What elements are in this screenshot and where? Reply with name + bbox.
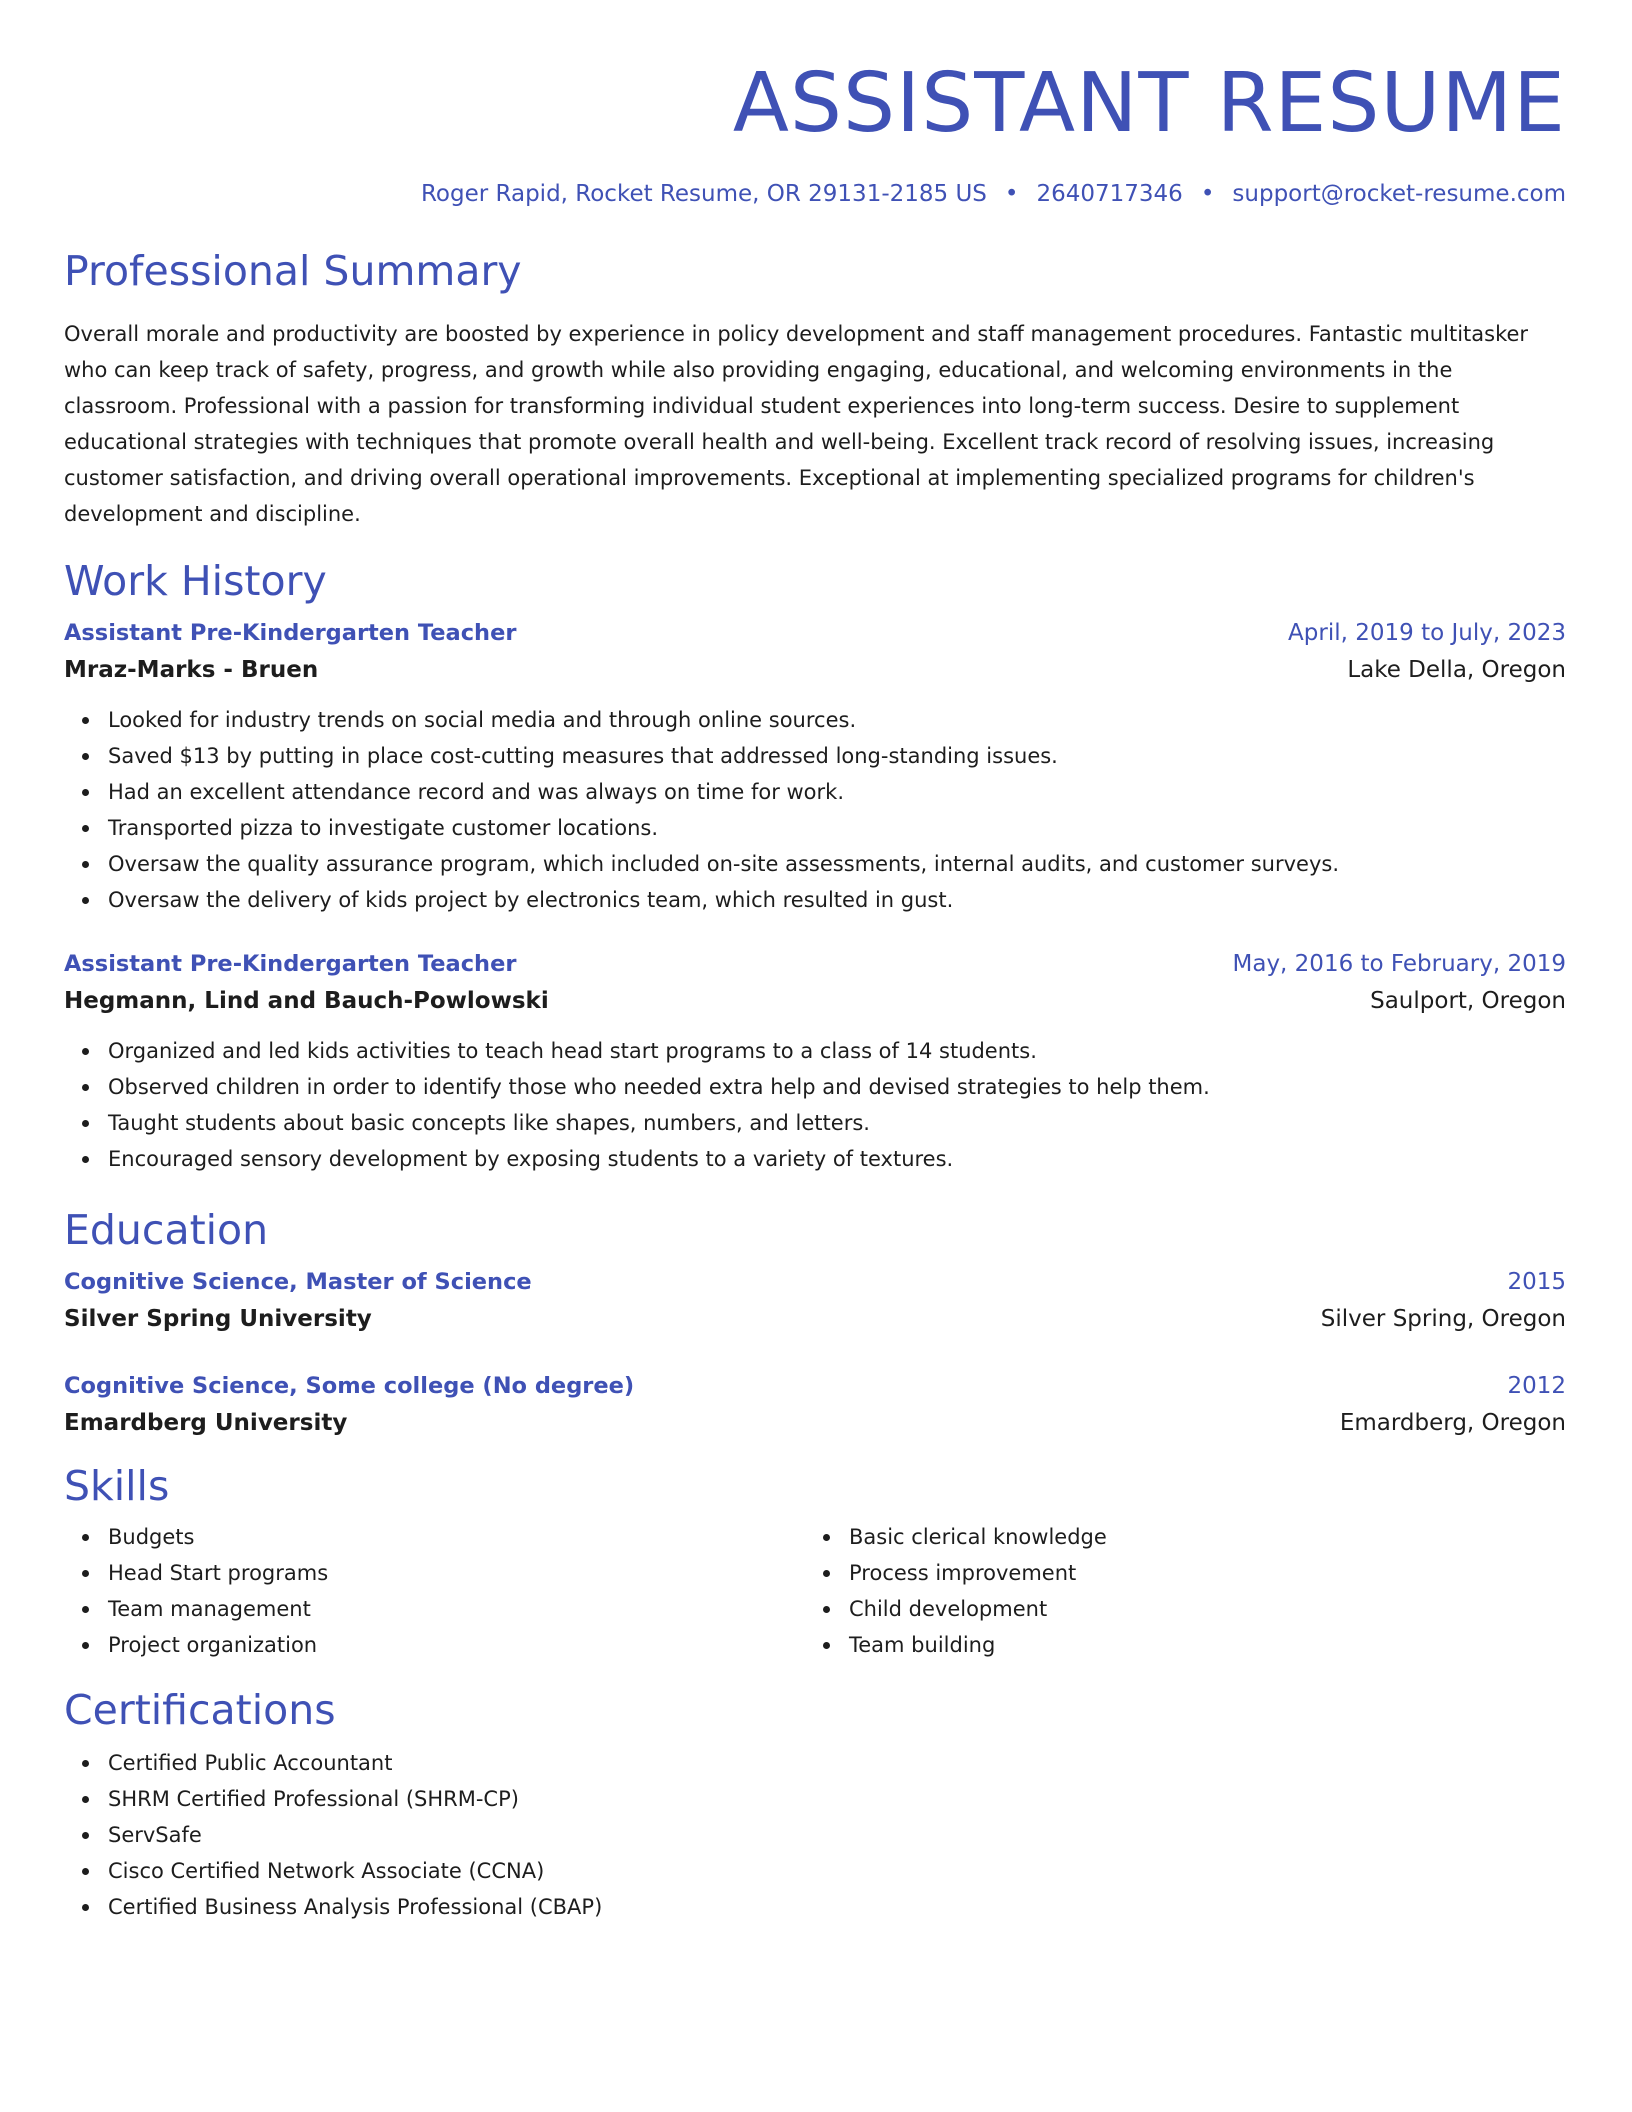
company-name: Hegmann, Lind and Bauch-Powlowski <box>64 988 549 1014</box>
phone-text: 2640717346 <box>1036 181 1183 207</box>
job-location: Lake Della, Oregon <box>1347 657 1566 683</box>
education-header-row <box>64 1369 1566 1403</box>
skill-item: Basic clerical knowledge <box>849 1519 1546 1555</box>
job-bullet-list <box>64 1033 1566 1177</box>
job-entry <box>64 616 1566 918</box>
certification-item: Certified Business Analysis Professional (CBAP) <box>108 1889 1566 1925</box>
skill-item: Head Start programs <box>108 1555 805 1591</box>
education-header-row <box>64 1265 1566 1299</box>
summary-heading: Professional Summary <box>64 247 522 295</box>
certification-item: Cisco Certified Network Associate (CCNA) <box>108 1853 1566 1889</box>
job-bullet: Taught students about basic concepts like shapes, numbers, and letters. <box>108 1105 1566 1141</box>
job-title: Assistant Pre-Kindergarten Teacher <box>64 951 517 977</box>
job-header-row <box>64 947 1566 981</box>
education-school-row <box>64 1403 1566 1443</box>
work-history-heading: Work History <box>64 557 327 605</box>
graduation-year: 2015 <box>1507 1269 1566 1295</box>
job-bullet: Oversaw the quality assurance program, which included on-site assessments, internal audits, and customer surveys. <box>108 846 1566 882</box>
education-entry <box>64 1369 1566 1443</box>
education-entry <box>64 1265 1566 1339</box>
job-bullet: Looked for industry trends on social media and through online sources. <box>108 702 1566 738</box>
job-dates: May, 2016 to February, 2019 <box>1232 951 1566 977</box>
skill-item: Budgets <box>108 1519 805 1555</box>
education-heading: Education <box>64 1206 269 1254</box>
contact-separator: • <box>1004 181 1019 207</box>
job-bullet: Encouraged sensory development by exposing students to a variety of textures. <box>108 1141 1566 1177</box>
certification-item: ServSafe <box>108 1817 1566 1853</box>
job-bullet: Saved $13 by putting in place cost-cutting measures that addressed long-standing issues. <box>108 738 1566 774</box>
job-title: Assistant Pre-Kindergarten Teacher <box>64 620 517 646</box>
job-bullet: Transported pizza to investigate customer locations. <box>108 810 1566 846</box>
job-org-row <box>64 981 1566 1021</box>
job-bullet: Had an excellent attendance record and was always on time for work. <box>108 774 1566 810</box>
job-header-row <box>64 616 1566 650</box>
job-bullet: Organized and led kids activities to teach head start programs to a class of 14 students. <box>108 1033 1566 1069</box>
certification-item: Certified Public Accountant <box>108 1745 1566 1781</box>
graduation-year: 2012 <box>1507 1373 1566 1399</box>
job-dates: April, 2019 to July, 2023 <box>1288 620 1566 646</box>
job-bullet: Observed children in order to identify those who needed extra help and devised strategies to help them. <box>108 1069 1566 1105</box>
school-location: Silver Spring, Oregon <box>1320 1306 1566 1332</box>
school-name: Silver Spring University <box>64 1306 372 1332</box>
skills-heading: Skills <box>64 1462 170 1510</box>
skill-item: Project organization <box>108 1627 805 1663</box>
job-entry <box>64 947 1566 1177</box>
degree-title: Cognitive Science, Master of Science <box>64 1269 532 1295</box>
skills-list <box>64 1519 805 1663</box>
skills-column-right <box>805 1519 1546 1663</box>
company-name: Mraz-Marks - Bruen <box>64 657 319 683</box>
degree-title: Cognitive Science, Some college (No degree) <box>64 1373 635 1399</box>
education-school-row <box>64 1299 1566 1339</box>
certification-item: SHRM Certified Professional (SHRM-CP) <box>108 1781 1566 1817</box>
job-bullet: Oversaw the delivery of kids project by electronics team, which resulted in gust. <box>108 882 1566 918</box>
school-name: Emardberg University <box>64 1410 348 1436</box>
summary-text: Overall morale and productivity are boosted by experience in policy development and staff management procedures. Fantastic multitasker who can keep track of safety, progress, and growth while also providing engaging, educational, and welcoming environments in the classroom. Professional with a passion for transforming individual student experiences into long-term success. Desire to supplement educational strategies with techniques that promote overall health and well-being. Excellent track record of resolving issues, increasing customer satisfaction, and driving overall operational improvements. Exceptional at implementing specialized programs for children's development and discipline. <box>64 322 1529 526</box>
contact-line <box>64 178 1566 210</box>
skill-item: Child development <box>849 1591 1546 1627</box>
school-location: Emardberg, Oregon <box>1339 1410 1566 1436</box>
skill-item: Team building <box>849 1627 1546 1663</box>
resume-title: ASSISTANT RESUME <box>732 56 1566 151</box>
job-location: Saulport, Oregon <box>1370 988 1566 1014</box>
skills-list <box>805 1519 1546 1663</box>
certifications-heading: Certifications <box>64 1686 336 1734</box>
address-text: Roger Rapid, Rocket Resume, OR 29131-2185 US <box>420 181 987 207</box>
skill-item: Process improvement <box>849 1555 1546 1591</box>
contact-separator: • <box>1200 181 1215 207</box>
job-bullet-list <box>64 702 1566 918</box>
certifications-list <box>64 1745 1566 1925</box>
skills-grid <box>64 1519 1566 1663</box>
email-link[interactable]: support@rocket-resume.com <box>1232 181 1566 207</box>
resume-page <box>64 0 1566 1925</box>
skill-item: Team management <box>108 1591 805 1627</box>
skills-column-left <box>64 1519 805 1663</box>
job-org-row <box>64 650 1566 690</box>
